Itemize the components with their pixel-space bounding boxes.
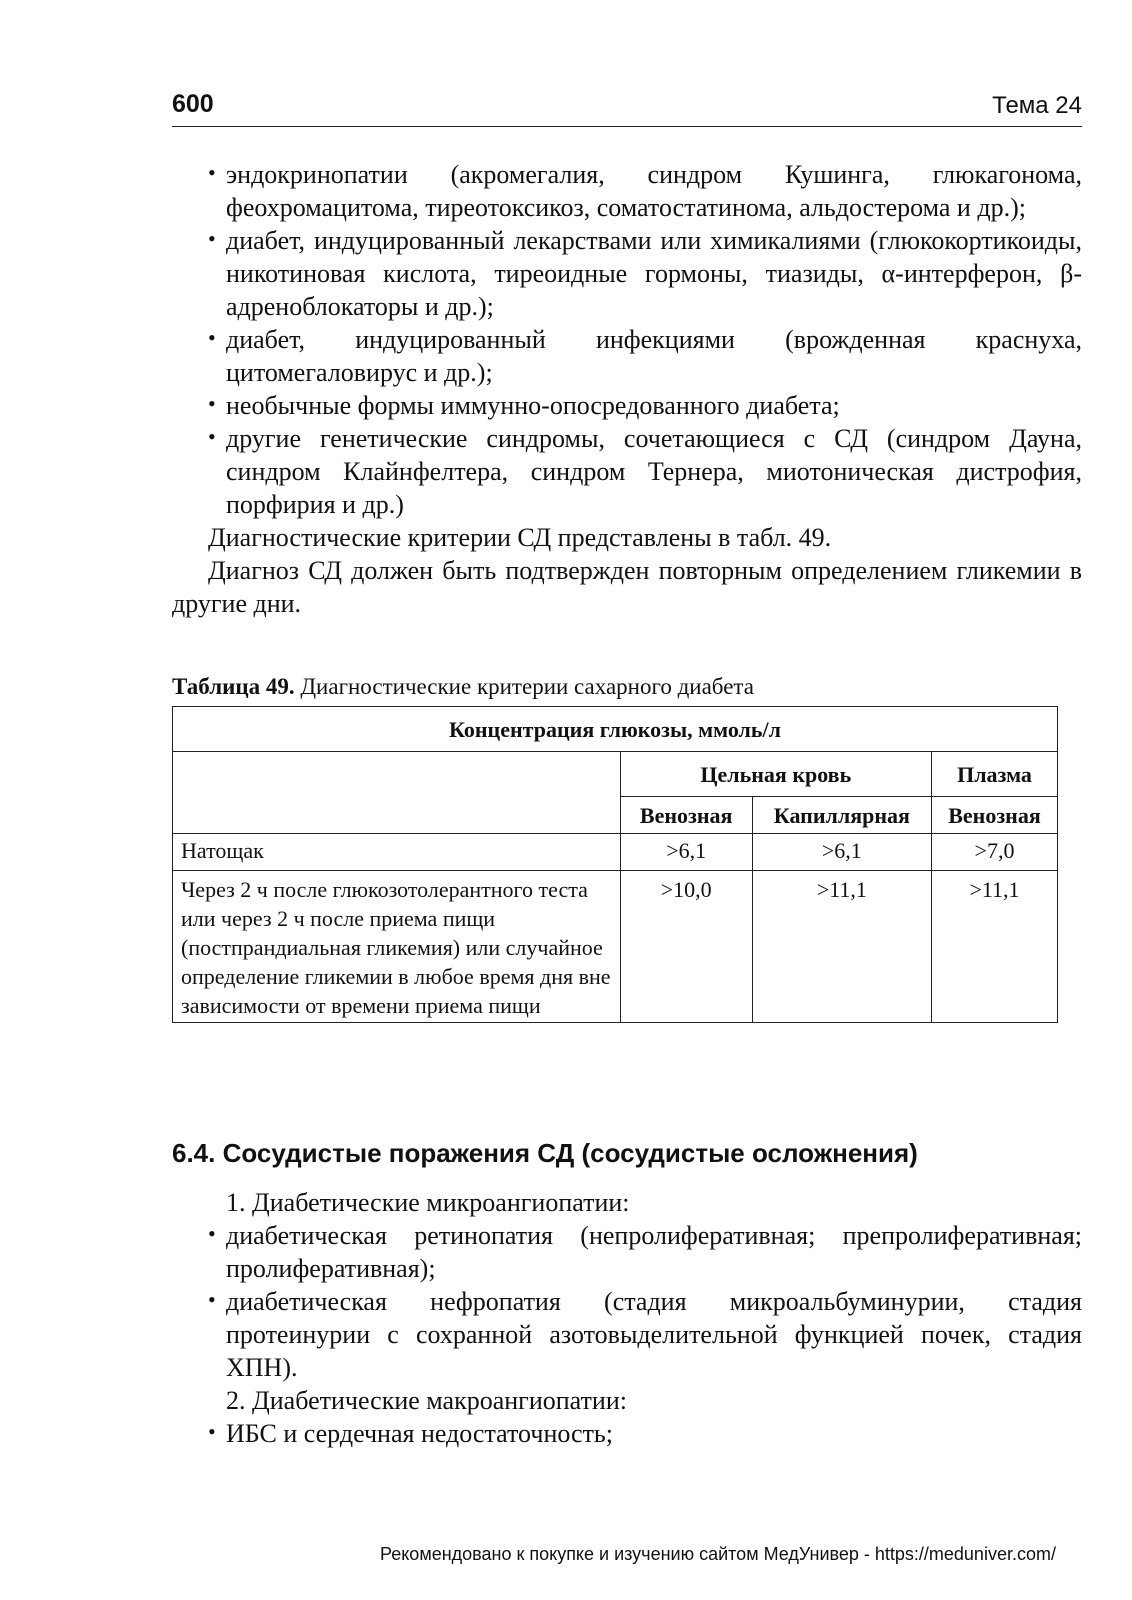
table-group-plasma: Плазма <box>931 752 1057 797</box>
table-header-row <box>173 707 1058 752</box>
footer-note: Рекомендовано к покупке и изучению сайтом МедУнивер - https://meduniver.com/ <box>380 1544 1056 1564</box>
table-cell: >11,1 <box>931 871 1057 1023</box>
top-text-block <box>172 158 1082 620</box>
table-group-row <box>173 752 1058 797</box>
table-sub-plasma-venous: Венозная <box>931 797 1057 834</box>
bullet-list-top <box>172 158 1082 521</box>
table-cell: >6,1 <box>620 834 752 871</box>
numbered-item: 1. Диабетические микроангиопатии: <box>226 1188 630 1217</box>
table-sub-venous: Венозная <box>620 797 752 834</box>
table-empty-header <box>173 752 621 834</box>
table-sub-capillary: Капиллярная <box>752 797 931 834</box>
list-item: • необычные формы иммунно-опосредованного диабета; <box>172 389 1082 422</box>
table-cell: >6,1 <box>752 834 931 871</box>
page-header <box>172 88 1082 127</box>
page-number: 600 <box>172 90 214 118</box>
bullet-list-micro <box>172 1219 1082 1384</box>
running-head: Тема 24 <box>992 92 1082 119</box>
list-item: • диабетическая ретинопатия (непролиферативная; препролиферативная; пролиферативная); <box>172 1219 1082 1285</box>
table-group-whole-blood: Цельная кровь <box>620 752 931 797</box>
table-caption-text: Диагностические критерии сахарного диабета <box>294 674 754 699</box>
section-title: 6.4. Сосудистые поражения СД (сосудистые осложнения) <box>172 1138 918 1168</box>
list-item: • диабетическая нефропатия (стадия микроальбуминурии, стадия протеинурии с сохранной азотовыделительной функцией почек, стадия ХПН). <box>172 1285 1082 1384</box>
table-row-label: Через 2 ч после глюкозотолерантного теста или через 2 ч после приема пищи (постпрандиальная гликемия) или случайное определение гликемии в любое время дня вне зависимости от времени приема пищи <box>173 871 621 1023</box>
table-cell: >10,0 <box>620 871 752 1023</box>
table-cell: >7,0 <box>931 834 1057 871</box>
paragraph: Диагностические критерии СД представлены в табл. 49. <box>208 523 832 552</box>
list-item: • другие генетические синдромы, сочетающиеся с СД (синдром Дауна, синдром Клайнфелтера, синдром Тернера, миотоническая дистрофия, порфирия и др.) <box>172 422 1082 521</box>
section-text-block <box>172 1186 1082 1450</box>
list-item: • диабет, индуцированный лекарствами или химикалиями (глюкокортикоиды, никотиновая кислота, тиреоидные гормоны, тиазиды, α-интерферон, β-адреноблокаторы и др.); <box>172 224 1082 323</box>
table-row-label: Натощак <box>173 834 621 871</box>
list-item: • диабет, индуцированный инфекциями (врожденная краснуха, цитомегаловирус и др.); <box>172 323 1082 389</box>
list-item: • эндокринопатии (акромегалия, синдром Кушинга, глюкагонома, феохромацитома, тиреотоксикоз, соматостатинома, альдостерома и др.); <box>172 158 1082 224</box>
table-caption-label: Таблица 49. <box>172 674 295 699</box>
table-row <box>173 871 1058 1023</box>
table-main-header: Концентрация глюкозы, ммоль/л <box>173 707 1058 752</box>
paragraph: Диагноз СД должен быть подтвержден повторным определением гликемии в другие дни. <box>172 556 1082 618</box>
numbered-item: 2. Диабетические макроангиопатии: <box>226 1386 627 1415</box>
criteria-table <box>172 706 1058 1023</box>
table-row <box>173 834 1058 871</box>
table-cell: >11,1 <box>752 871 931 1023</box>
list-item: • ИБС и сердечная недостаточность; <box>172 1417 1082 1450</box>
table-caption <box>172 674 754 700</box>
bullet-list-macro <box>172 1417 1082 1450</box>
